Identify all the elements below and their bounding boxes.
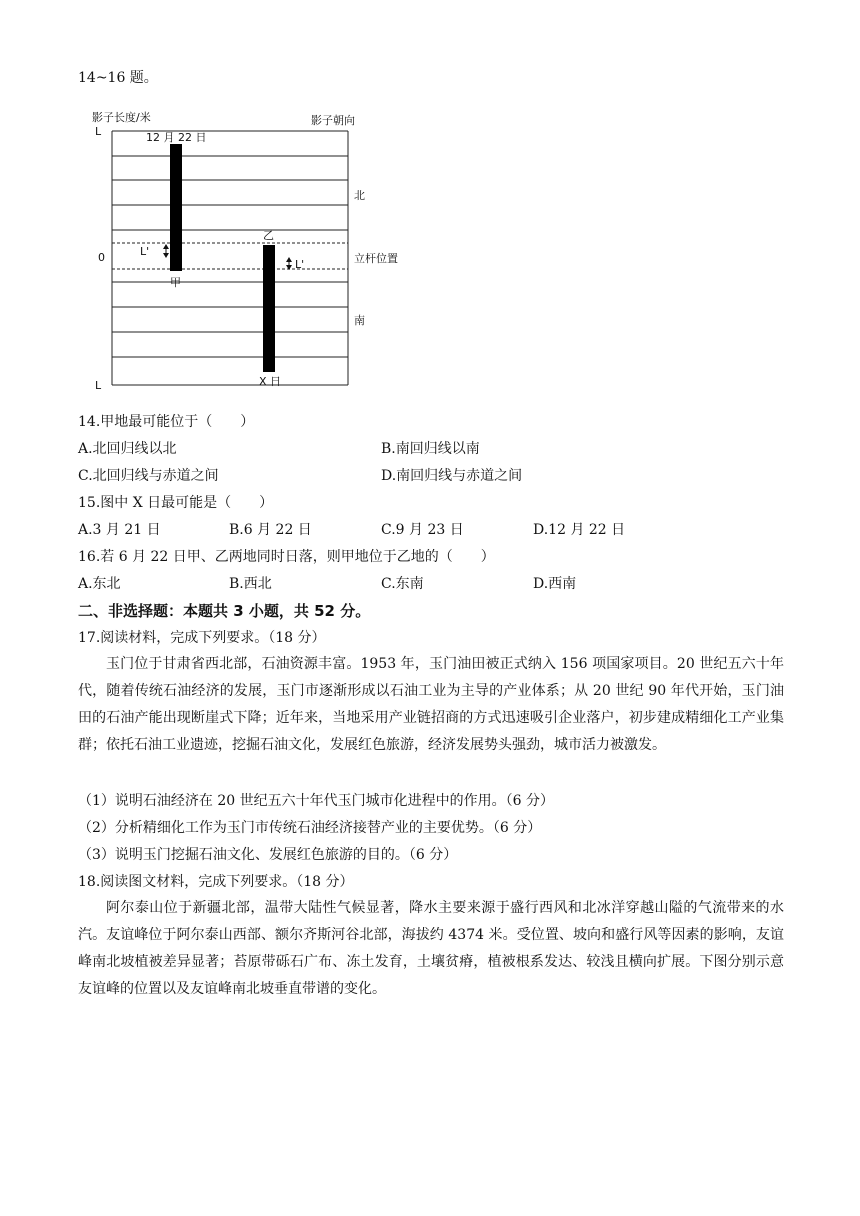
grid-lines bbox=[112, 131, 348, 385]
q15-stem: 15.图中 X 日最可能是（ ） bbox=[78, 495, 274, 511]
label-jia: 甲 bbox=[170, 276, 181, 289]
q17-subquestion-2: （2）分析精细化工作为玉门市传统石油经济接替产业的主要优势。（6 分） bbox=[78, 820, 542, 836]
q15-option-c: C.9 月 23 日 bbox=[381, 522, 464, 538]
y-axis-label: 影子长度/米 bbox=[92, 111, 151, 124]
q16-option-b: B.西北 bbox=[229, 576, 272, 592]
pole-position-label: 立杆位置 bbox=[354, 252, 398, 265]
q14-option-c: C.北回归线与赤道之间 bbox=[78, 468, 219, 484]
q14-option-a: A.北回归线以北 bbox=[78, 441, 177, 457]
q15-option-a: A.3 月 21 日 bbox=[78, 522, 161, 538]
right-title: 影子朝向 bbox=[311, 114, 355, 127]
q17-subquestion-1: （1）说明石油经济在 20 世纪五六十年代玉门城市化进程中的作用。（6 分） bbox=[78, 793, 554, 809]
q16-option-a: A.东北 bbox=[78, 576, 121, 592]
q16-option-d: D.西南 bbox=[533, 576, 577, 592]
q14-option-b: B.南回归线以南 bbox=[381, 441, 480, 457]
q17-material: 玉门位于甘肃省西北部，石油资源丰富。1953 年，玉门油田被正式纳入 156 项国家项目。20 世纪五六十年代，随着传统石油经济的发展，玉门市逐渐形成以石油工业为主导的产业体系；从 20 世纪 90 年代开始，玉门油田的石油产能出现断崖式下降；近年来，当地采用产业链招商的方式迅速吸引企业落户，初步建成精细化工产业集群；依托石油工业遗迹，挖掘石油文化，发展红色旅游，经济发展势头强劲，城市活力被激发。 bbox=[78, 656, 784, 753]
tick-zero: 0 bbox=[98, 251, 105, 264]
q16-option-c: C.东南 bbox=[381, 576, 424, 592]
label-lprime-right: L' bbox=[295, 258, 305, 271]
section-2-heading: 二、非选择题：本题共 3 小题，共 52 分。 bbox=[78, 602, 371, 620]
label-dec22: 12 月 22 日 bbox=[146, 131, 207, 144]
direction-south: 南 bbox=[354, 314, 365, 327]
q14-stem: 14.甲地最可能位于（ ） bbox=[78, 414, 255, 430]
q17-subquestion-3: （3）说明玉门挖掘石油文化、发展红色旅游的目的。（6 分） bbox=[78, 847, 458, 863]
intro-text: 14~16 题。 bbox=[78, 70, 158, 86]
q14-option-d: D.南回归线与赤道之间 bbox=[381, 468, 523, 484]
tick-L-bottom: L bbox=[95, 379, 102, 392]
q15-option-b: B.6 月 22 日 bbox=[229, 522, 312, 538]
shadow-bar-xday bbox=[263, 245, 275, 372]
q17-stem: 17.阅读材料，完成下列要求。（18 分） bbox=[78, 630, 326, 646]
q16-stem: 16.若 6 月 22 日甲、乙两地同时日落，则甲地位于乙地的（ ） bbox=[78, 549, 495, 565]
q18-stem: 18.阅读图文材料，完成下列要求。（18 分） bbox=[78, 874, 354, 890]
q18-material: 阿尔泰山位于新疆北部，温带大陆性气候显著，降水主要来源于盛行西风和北冰洋穿越山隘的气流带来的水汽。友谊峰位于阿尔泰山西部、额尔齐斯河谷北部，海拔约 4374 米。受位置、坡向和盛行风等因素的影响，友谊峰南北坡植被差异显著；苔原带砾石广布、冻土发育，土壤贫瘠，植被根系发达、较浅且横向扩展。下图分别示意友谊峰的位置以及友谊峰南北坡垂直带谱的变化。 bbox=[78, 900, 784, 997]
lprime-marker-right bbox=[286, 257, 292, 270]
label-lprime-left: L' bbox=[140, 245, 150, 258]
label-xday: X 日 bbox=[259, 375, 282, 388]
tick-L-top: L bbox=[95, 125, 102, 138]
direction-north: 北 bbox=[354, 189, 365, 202]
lprime-marker-left bbox=[163, 244, 169, 258]
label-yi: 乙 bbox=[263, 229, 274, 242]
shadow-bar-jia bbox=[170, 144, 182, 271]
shadow-length-diagram bbox=[80, 110, 420, 392]
q15-option-d: D.12 月 22 日 bbox=[533, 522, 626, 538]
